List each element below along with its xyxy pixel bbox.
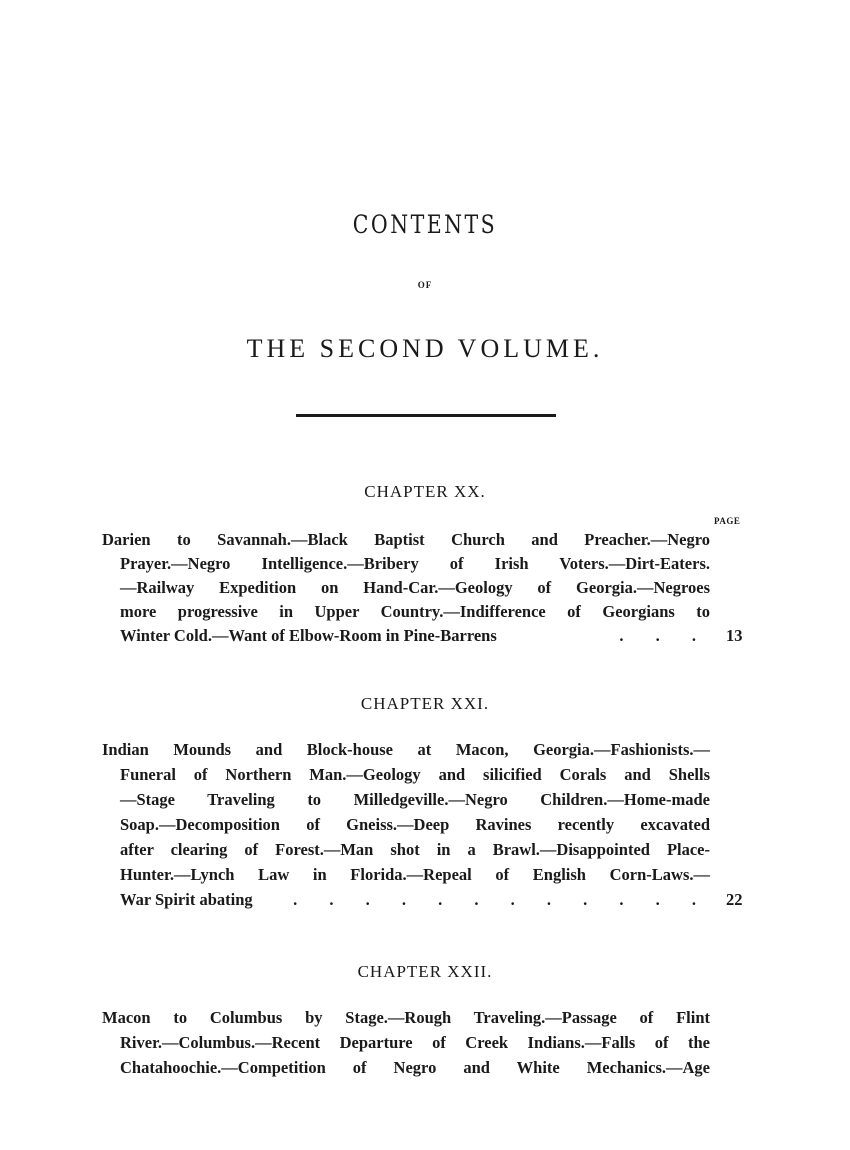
summary-line: Soap.—Decomposition of Gneiss.—Deep Ravines recently excavated — [120, 815, 710, 834]
summary-line: Indian Mounds and Block-house at Macon, Georgia.—Fashionists.— — [102, 740, 710, 759]
summary-line: Funeral of Northern Man.—Geology and silicified Corals and Shells — [120, 765, 710, 784]
summary-line: Hunter.—Lynch Law in Florida.—Repeal of English Corn-Laws.— — [120, 865, 710, 884]
title-rule — [296, 414, 556, 417]
chapter-heading-xxi: CHAPTER XXI. — [360, 694, 490, 713]
page-number-xxi: 22 — [726, 890, 743, 909]
contents-title: CONTENTS — [352, 210, 498, 239]
summary-line: Prayer.—Negro Intelligence.—Bribery of Irish Voters.—Dirt-Eaters. — [120, 554, 710, 573]
summary-line: —Railway Expedition on Hand-Car.—Geology of Georgia.—Negroes — [120, 578, 710, 597]
dot-leader: . . . — [619, 626, 710, 645]
summary-last-line — [120, 624, 710, 648]
summary-line: War Spirit abating — [120, 890, 253, 909]
dot-leader: . . . . . . . . . . . . — [293, 890, 710, 909]
page-column-label: PAGE — [714, 516, 741, 526]
summary-line: Macon to Columbus by Stage.—Rough Traveling.—Passage of Flint — [102, 1008, 710, 1027]
chapter-heading-xxii: CHAPTER XXII. — [357, 962, 493, 981]
summary-line: after clearing of Forest.—Man shot in a Brawl.—Disappointed Place- — [120, 840, 710, 859]
summary-line: Darien to Savannah.—Black Baptist Church and Preacher.—Negro — [102, 530, 710, 549]
page-number-xx: 13 — [726, 626, 743, 645]
summary-line: Winter Cold.—Want of Elbow-Room in Pine-Barrens — [120, 626, 497, 645]
summary-line: Chatahoochie.—Competition of Negro and White Mechanics.—Age — [120, 1058, 710, 1077]
of-label: OF — [417, 280, 433, 290]
summary-line: River.—Columbus.—Recent Departure of Creek Indians.—Falls of the — [120, 1033, 710, 1052]
summary-line: more progressive in Upper Country.—Indifference of Georgians to — [120, 602, 710, 621]
volume-title: THE SECOND VOLUME. — [246, 334, 604, 363]
summary-last-line — [120, 888, 710, 912]
summary-line: —Stage Traveling to Milledgeville.—Negro Children.—Home-made — [120, 790, 710, 809]
chapter-heading-xx: CHAPTER XX. — [364, 482, 486, 501]
